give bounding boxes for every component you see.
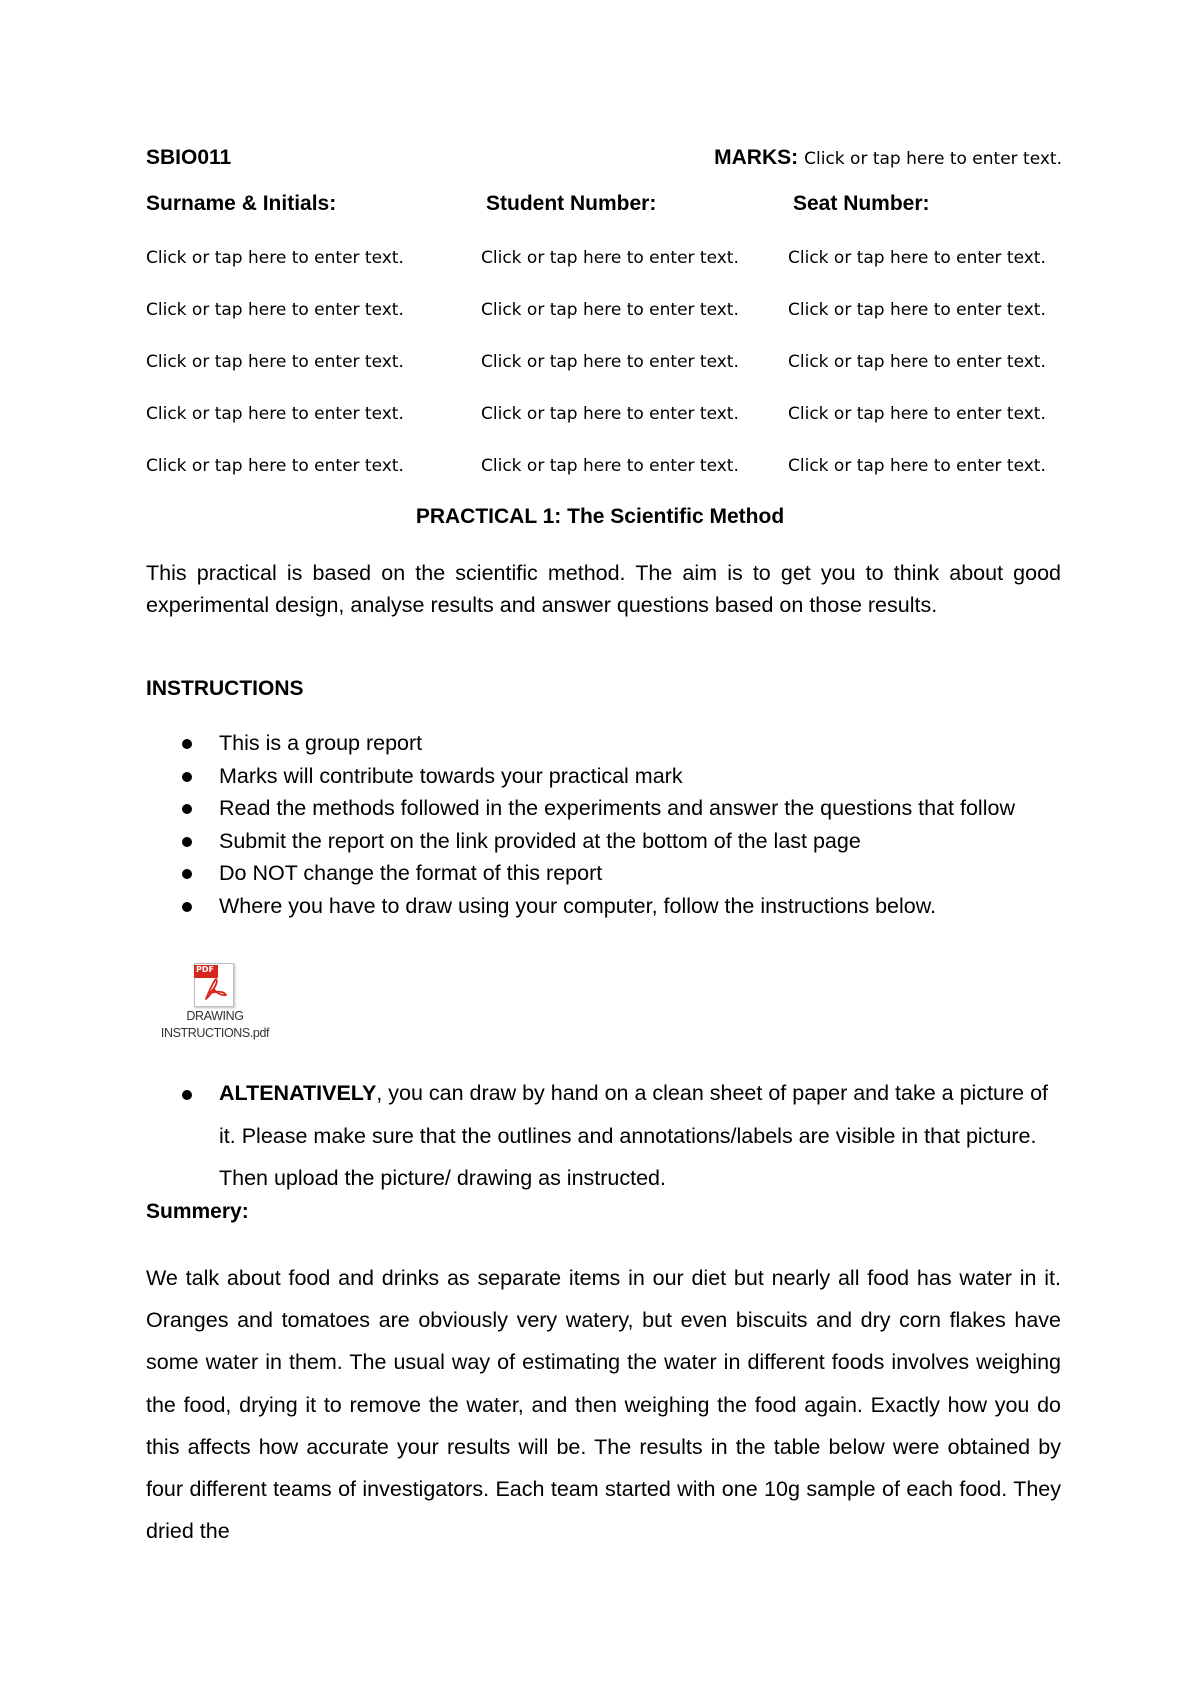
instructions-heading: INSTRUCTIONS bbox=[146, 677, 304, 700]
student-row bbox=[146, 352, 1066, 404]
alternative-lead: ALTENATIVELY bbox=[219, 1081, 377, 1105]
attachment-caption-line1: DRAWING bbox=[186, 1009, 244, 1023]
bullet-icon bbox=[182, 772, 192, 782]
list-item-text: Do NOT change the format of this report bbox=[219, 861, 603, 885]
seat-number-input[interactable]: Click or tap here to enter text. bbox=[788, 456, 1046, 476]
list-item-text: Submit the report on the link provided at the bottom of the last page bbox=[219, 828, 861, 853]
list-item bbox=[182, 727, 1062, 760]
list-item-text: Read the methods followed in the experiments and answer the questions that follow bbox=[219, 796, 1015, 820]
marks-label: MARKS: bbox=[714, 146, 799, 169]
surname-header: Surname & Initials: bbox=[146, 192, 337, 215]
list-item bbox=[182, 825, 1062, 858]
bullet-icon bbox=[182, 902, 192, 912]
student-row bbox=[146, 404, 1066, 456]
student-row bbox=[146, 300, 1066, 352]
bullet-icon bbox=[182, 739, 192, 749]
student-number-input[interactable]: Click or tap here to enter text. bbox=[481, 404, 739, 424]
student-row bbox=[146, 248, 1066, 300]
list-item bbox=[182, 760, 1062, 793]
alternative-list bbox=[182, 1072, 1062, 1200]
pdf-file-icon bbox=[194, 963, 236, 1007]
marks-input[interactable]: Click or tap here to enter text. bbox=[804, 149, 1062, 169]
student-number-input[interactable]: Click or tap here to enter text. bbox=[481, 300, 739, 320]
list-item bbox=[182, 792, 1062, 825]
bullet-icon bbox=[182, 804, 192, 814]
seat-number-header: Seat Number: bbox=[793, 192, 930, 215]
course-code: SBIO011 bbox=[146, 146, 232, 169]
list-item bbox=[182, 857, 1062, 890]
bullet-icon bbox=[182, 869, 192, 879]
seat-number-input[interactable]: Click or tap here to enter text. bbox=[788, 300, 1046, 320]
list-item-text: Marks will contribute towards your practical mark bbox=[219, 763, 683, 788]
student-number-input[interactable]: Click or tap here to enter text. bbox=[481, 352, 739, 372]
student-entry-grid bbox=[146, 248, 1066, 508]
intro-paragraph: This practical is based on the scientific method. The aim is to get you to think about good experimental design, analyse results and answer questions based on those results. bbox=[146, 561, 1061, 617]
bullet-icon bbox=[182, 837, 192, 847]
student-number-input[interactable]: Click or tap here to enter text. bbox=[481, 248, 739, 268]
header-line bbox=[146, 146, 1062, 172]
column-headers bbox=[146, 192, 1066, 220]
seat-number-input[interactable]: Click or tap here to enter text. bbox=[788, 404, 1046, 424]
summary-paragraph: We talk about food and drinks as separate items in our diet but nearly all food has water in it. Oranges and tomatoes are obviously very watery, but even biscuits and dry corn flakes have some water in them. The usual way of estimating the water in different foods involves weighing the food, drying it to remove the water, and then weighing the food again. Exactly how you do this affects how accurate your results will be. The results in the table below were obtained by four different teams of investigators. Each team started with one 10g sample of each food. They dried the bbox=[146, 1266, 1061, 1544]
list-item-text: This is a group report bbox=[219, 731, 423, 755]
surname-input[interactable]: Click or tap here to enter text. bbox=[146, 352, 404, 372]
instructions-list bbox=[182, 727, 1062, 922]
student-number-input[interactable]: Click or tap here to enter text. bbox=[481, 456, 739, 476]
student-row bbox=[146, 456, 1066, 508]
bullet-icon bbox=[182, 1090, 192, 1100]
surname-input[interactable]: Click or tap here to enter text. bbox=[146, 456, 404, 476]
seat-number-input[interactable]: Click or tap here to enter text. bbox=[788, 248, 1046, 268]
drawing-instructions-attachment[interactable] bbox=[150, 963, 280, 1043]
list-item bbox=[182, 1072, 1062, 1200]
list-item-text: Where you have to draw using your computer, follow the instructions below. bbox=[219, 893, 937, 918]
surname-input[interactable]: Click or tap here to enter text. bbox=[146, 300, 404, 320]
seat-number-input[interactable]: Click or tap here to enter text. bbox=[788, 352, 1046, 372]
surname-input[interactable]: Click or tap here to enter text. bbox=[146, 404, 404, 424]
summary-heading: Summery: bbox=[146, 1200, 249, 1223]
alternative-text: , you can draw by hand on a clean sheet of paper and take a picture of it. Please make sure that the outlines and annotations/labels are visible in that picture. Then upload the picture/ drawing as instructed. bbox=[219, 1081, 1049, 1190]
student-number-header: Student Number: bbox=[486, 192, 657, 215]
attachment-caption-line2: INSTRUCTIONS.pdf bbox=[160, 1026, 270, 1040]
pdf-badge: PDF bbox=[196, 965, 214, 974]
practical-title: PRACTICAL 1: The Scientific Method bbox=[415, 505, 785, 528]
surname-input[interactable]: Click or tap here to enter text. bbox=[146, 248, 404, 268]
marks-field bbox=[714, 146, 1062, 170]
list-item bbox=[182, 890, 1062, 923]
attachment-caption bbox=[150, 1008, 280, 1042]
